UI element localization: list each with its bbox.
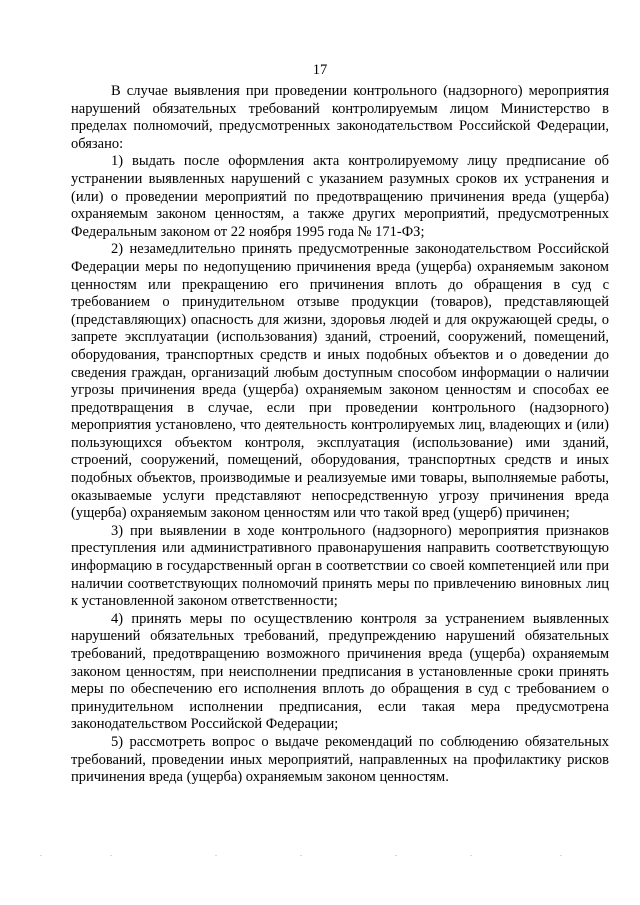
list-item-5: 5) рассмотреть вопрос о выдаче рекомендаций по соблюдению обязательных требований, проведении иных мероприятий, направленных на профилактику рисков причинения вреда (ущерба) охраняемым законом ценностям. — [71, 733, 609, 786]
scan-artifacts — [0, 855, 640, 865]
intro-paragraph: В случае выявления при проведении контрольного (надзорного) мероприятия нарушений обязательных требований контролируемым лицом Министерство в пределах полномочий, предусмотренных законодательством Российской Федерации, обязано: — [71, 83, 609, 152]
list-item-1: 1) выдать после оформления акта контролируемому лицу предписание об устранении выявленных нарушений с указанием разумных сроков их устранения и (или) о проведении мероприятий по предотвращению причинения вреда (ущерба) охраняемым законом ценностям, а также других мероприятий, предусмотренных Федеральным законом от 22 ноября 1995 года № 171-ФЗ; — [71, 153, 609, 240]
list-item-4: 4) принять меры по осуществлению контроля за устранением выявленных нарушений обязательных требований, предупреждению нарушений обязательных требований, предотвращению возможного причинения вреда (ущерба) охраняемым законом ценностям, при неисполнении предписания в установленные сроки принять меры по обеспечению его исполнения вплоть до обращения в суд с требованием о принудительном исполнении предписания, если такая мера предусмотрена законодательством Российской Федерации; — [71, 610, 609, 733]
document-body — [71, 83, 609, 787]
list-item-3: 3) при выявлении в ходе контрольного (надзорного) мероприятия признаков преступления или административного правонарушения направить соответствующую информацию в государственный орган в соответствии со своей компетенцией или при наличии соответствующих полномочий принять меры по привлечению виновных лиц к установленной законом ответственности; — [71, 522, 609, 610]
list-item-2: 2) незамедлительно принять предусмотренные законодательством Российской Федерации меры по недопущению причинения вреда (ущерба) охраняемым законом ценностям или прекращению его причинения вплоть до обращения в суд с требованием о принудительном отзыве продукции (товаров), представляющей (представляющих) опасность для жизни, здоровья людей и для окружающей среды, о запрете эксплуатации (использования) зданий, строений, сооружений, помещений, оборудования, транспортных средств и иных подобных объектов и о доведении до сведения граждан, организаций любым доступным способом информации о наличии угрозы причинения вреда (ущерба) охраняемым законом ценностям и способах ее предотвращения в случае, если при проведении контрольного (надзорного) мероприятия установлено, что деятельность контролируемых лиц, владеющих и (или) пользующихся объектом контроля, эксплуатация (использование) ими зданий, строений, сооружений, помещений, оборудования, транспортных средств и иных подобных объектов, производимые и реализуемые ими товары, выполняемые работы, оказываемые услуги представляют непосредственную угрозу причинения вреда (ущерба) охраняемым законом ценностям или что такой вред (ущерб) причинен; — [71, 241, 609, 522]
page-number: 17 — [312, 62, 328, 78]
